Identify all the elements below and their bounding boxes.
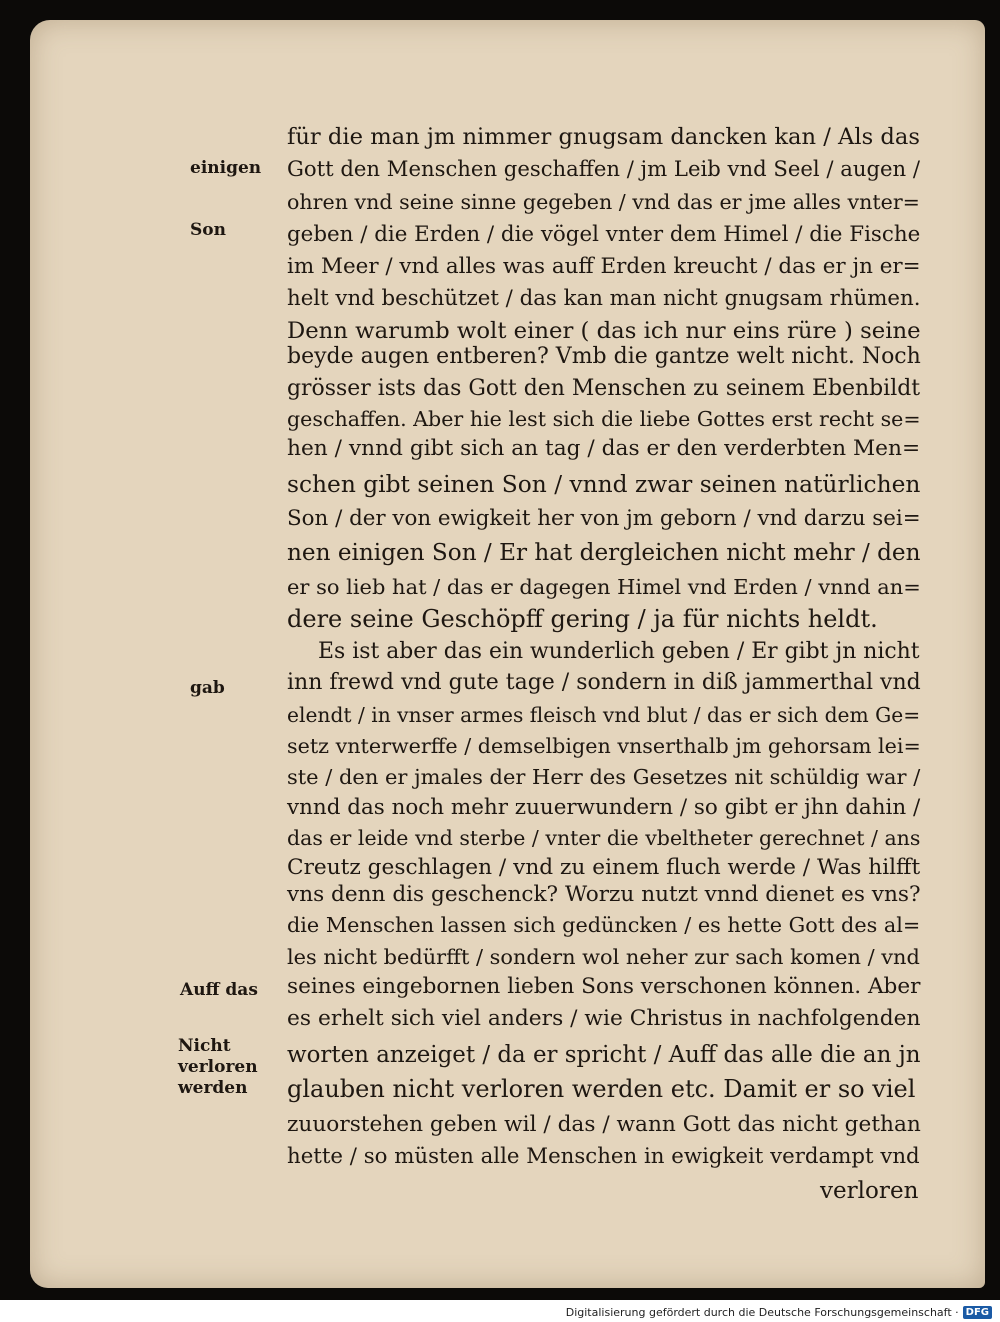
dfg-logo-icon: DFG	[963, 1306, 992, 1319]
text-line: schen gibt seinen Son / vnnd zwar seinen natürlichen	[287, 471, 921, 498]
catchword: verloren	[820, 1178, 919, 1204]
text-line: hen / vnnd gibt sich an tag / das er den verderbten Men=	[287, 436, 921, 461]
text-line: dere seine Geschöpff gering / ja für nichts heldt.	[287, 605, 878, 633]
footer-text: Digitalisierung gefördert durch die Deutsche Forschungsgemeinschaft ·	[565, 1306, 959, 1319]
text-line: vns denn dis geschenck? Worzu nutzt vnnd dienet es vns?	[287, 882, 921, 907]
text-line: geschaffen. Aber hie lest sich die liebe Gottes erst recht se=	[287, 407, 921, 431]
text-line: Son / der von ewigkeit her von jm geborn / vnd darzu sei=	[287, 506, 921, 531]
marginal-note: Nicht verloren werden	[178, 1036, 258, 1098]
text-line: das er leide vnd sterbe / vnter die vbeltheter gerechnet / ans	[287, 826, 921, 850]
text-line: Es ist aber das ein wunderlich geben / Er gibt jn nicht	[318, 639, 920, 664]
marginal-note: Auff das	[180, 980, 258, 1000]
text-line: im Meer / vnd alles was auff Erden kreucht / das er jn er=	[287, 254, 921, 279]
text-line: grösser ists das Gott den Menschen zu seinem Ebenbildt	[287, 376, 921, 401]
text-line: inn frewd vnd gute tage / sondern in diß jammerthal vnd	[287, 670, 921, 695]
footer-attribution	[566, 1306, 992, 1319]
text-line: Gott den Menschen geschaffen / jm Leib vnd Seel / augen /	[287, 156, 921, 181]
marginal-note: einigen	[190, 158, 262, 178]
text-line: geben / die Erden / die vögel vnter dem Himel / die Fische	[287, 222, 921, 247]
text-line: hette / so müsten alle Menschen in ewigkeit verdampt vnd	[287, 1144, 920, 1169]
text-line: Creutz geschlagen / vnd zu einem fluch werde / Was hilfft	[287, 855, 921, 880]
text-line: les nicht bedürfft / sondern wol neher zur sach komen / vnd	[287, 945, 920, 969]
marginal-note: gab	[190, 678, 225, 698]
text-line: vnnd das noch mehr zuuerwundern / so gibt er jhn dahin /	[287, 795, 921, 820]
text-line: ohren vnd seine sinne gegeben / vnd das er jme alles vnter=	[287, 190, 920, 214]
text-line: zuuorstehen geben wil / das / wann Gott das nicht gethan	[287, 1112, 921, 1137]
text-line: helt vnd beschützet / das kan man nicht gnugsam rhümen.	[287, 286, 921, 311]
text-line: es erhelt sich viel anders / wie Christus in nachfolgenden	[287, 1006, 921, 1031]
text-line: beyde augen entberen? Vmb die gantze welt nicht. Noch	[287, 344, 921, 369]
text-line: nen einigen Son / Er hat dergleichen nicht mehr / den	[287, 540, 921, 566]
text-line: elendt / in vnser armes fleisch vnd blut / das er sich dem Ge=	[287, 703, 921, 727]
text-line: Denn warumb wolt einer ( das ich nur eins rüre ) seine	[287, 318, 921, 344]
text-line: er so lieb hat / das er dagegen Himel vnd Erden / vnnd an=	[287, 575, 921, 599]
text-line: seines eingebornen lieben Sons verschonen können. Aber	[287, 974, 921, 999]
text-line: worten anzeiget / da er spricht / Auff das alle die an jn	[287, 1042, 921, 1068]
text-line: setz vnterwerffe / demselbigen vnserthalb jm gehorsam lei=	[287, 734, 921, 758]
text-line: ste / den er jmales der Herr des Gesetzes nit schüldig war /	[287, 765, 921, 789]
text-line: glauben nicht verloren werden etc. Damit er so viel	[287, 1075, 916, 1103]
marginal-note: Son	[190, 220, 226, 240]
text-line: für die man jm nimmer gnugsam dancken kan / Als das	[287, 124, 920, 150]
text-line: die Menschen lassen sich gedüncken / es hette Gott des al=	[287, 913, 921, 937]
